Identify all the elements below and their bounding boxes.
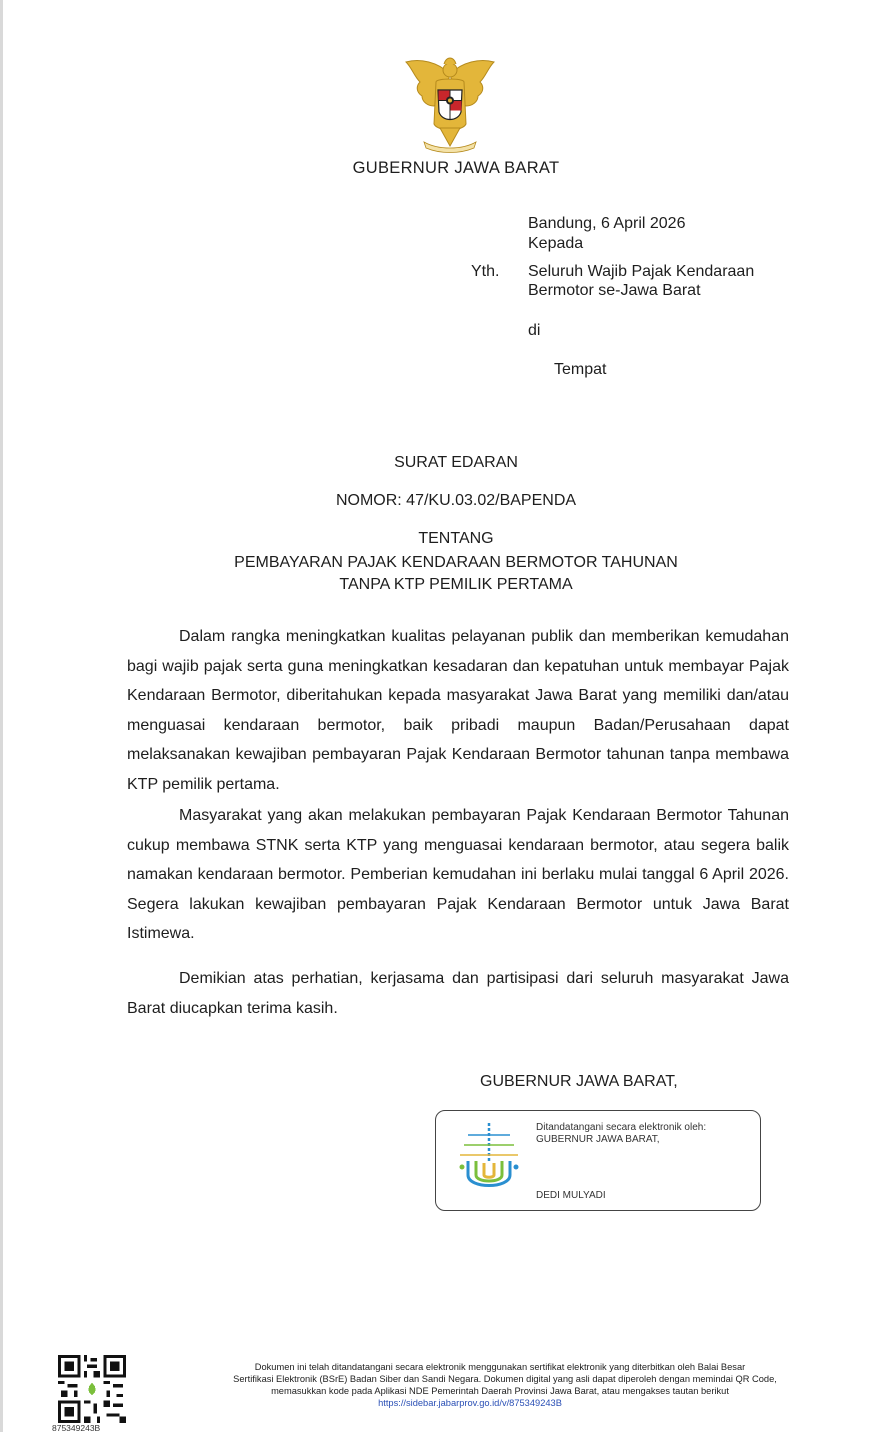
body-paragraph-3: Demikian atas perhatian, kerjasama dan partisipasi dari seluruh masyarakat Jawa Barat diucapkan terima kasih.	[127, 970, 789, 1017]
body-paragraph-2: Masyarakat yang akan melakukan pembayaran Pajak Kendaraan Bermotor Tahunan cukup membawa STNK serta KTP yang menguasai kendaraan bermotor, atau segera balik namakan kendaraan bermotor. Pemberian kemudahan ini berlaku mulai tanggal 6 April 2026. Segera lakukan kewajiban pembayaran Pajak Kendaraan Bermotor untuk Jawa Barat Istimewa.	[127, 807, 789, 943]
footer-line1: Dokumen ini telah ditandatangani secara elektronik menggunakan sertifikat elektronik yang diterbitkan oleh Balai Besar	[254, 1362, 746, 1372]
garuda-emblem-icon	[398, 52, 502, 156]
kepada-label: Kepada	[528, 235, 584, 252]
di-label: di	[528, 322, 541, 339]
qr-code-icon	[58, 1355, 126, 1423]
letterhead-office: GUBERNUR JAWA BARAT	[352, 159, 560, 177]
place-date: Bandung, 6 April 2026	[528, 215, 686, 232]
recipient-line1: Seluruh Wajib Pajak Kendaraan	[528, 263, 755, 280]
subject-line1: PEMBAYARAN PAJAK KENDARAAN BERMOTOR TAHUNAN	[234, 554, 678, 571]
footer-link[interactable]: https://sidebar.jabarprov.go.id/v/875349243B	[378, 1398, 562, 1408]
esign-name: DEDI MULYADI	[536, 1190, 606, 1201]
tempat-label: Tempat	[554, 361, 607, 378]
footer-line2: Sertifikasi Elektronik (BSrE) Badan Siber dan Sandi Negara. Dokumen digital yang asli dapat diperoleh dengan memindai QR Code,	[233, 1374, 777, 1384]
e-signature-box	[435, 1110, 761, 1211]
subject-line2: TANPA KTP PEMILIK PERTAMA	[339, 576, 573, 593]
tentang-label: TENTANG	[418, 530, 494, 547]
page-edge	[0, 0, 3, 1432]
letter-type: SURAT EDARAN	[394, 454, 518, 471]
letter-number: NOMOR: 47/KU.03.02/BAPENDA	[335, 492, 577, 509]
yth-label: Yth.	[471, 263, 500, 280]
signature-title: GUBERNUR JAWA BARAT,	[480, 1073, 678, 1090]
body-paragraph-1: Dalam rangka meningkatkan kualitas pelayanan publik dan memberikan kemudahan bagi wajib pajak serta guna meningkatkan kesadaran dan kepatuhan untuk membayar Pajak Kendaraan Bermotor, diberitahukan kepada masyarakat Jawa Barat yang memiliki dan/atau menguasai kendaraan bermotor, baik pribadi maupun Badan/Perusahaan dapat melaksanakan kewajiban pembayaran Pajak Kendaraan Bermotor tahunan tanpa membawa KTP pemilik pertama.	[127, 628, 789, 793]
footer-line3: memasukkan kode pada Aplikasi NDE Pemerintah Daerah Provinsi Jawa Barat, atau mengakses tautan berikut	[271, 1386, 729, 1396]
qr-code-id: 875349243B	[52, 1423, 101, 1433]
recipient-line2: Bermotor se-Jawa Barat	[528, 282, 701, 299]
esign-office: GUBERNUR JAWA BARAT,	[536, 1134, 660, 1145]
esign-caption: Ditandatangani secara elektronik oleh:	[536, 1122, 707, 1133]
bsre-logo-icon	[454, 1121, 524, 1201]
